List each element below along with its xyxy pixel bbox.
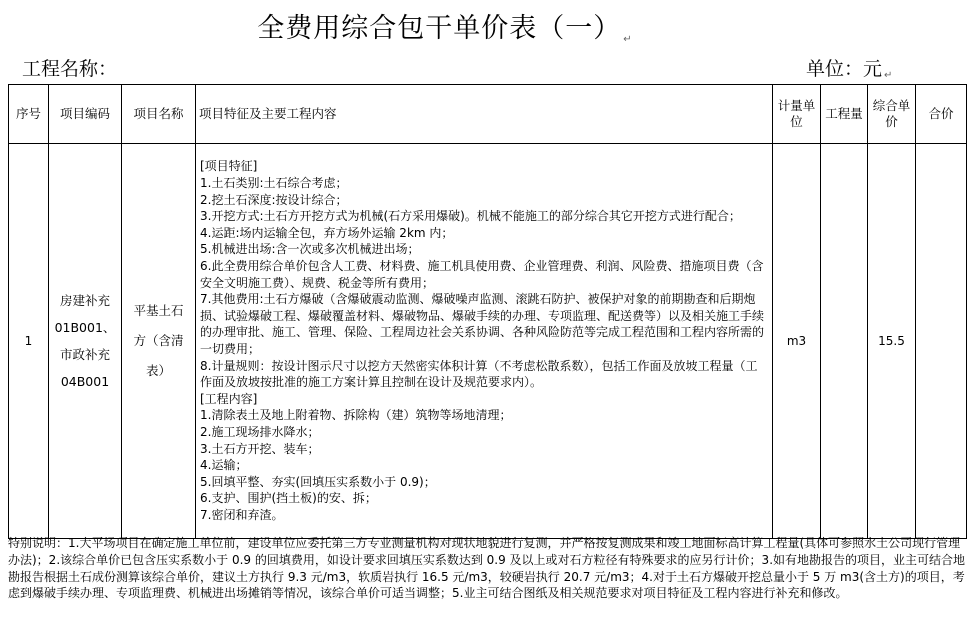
feature-line: 8.计量规则：按设计图示尺寸以挖方天然密实体积计算（不考虑松散系数），包括工作面及放坡工程量（工作面及放坡按批准的施工方案计算且控制在设计及规范要求内）。 <box>200 358 758 390</box>
header-unit: 计量单位 <box>773 85 821 144</box>
special-notes: 特别说明：1.大平场项目在确定施工单位前，建设单位应委托第三方专业测量机构对现状地貌进行复测，并严格按复测成果和竣工地面标高计算工程量(具体可参照水土公司现行管理办法)；2.该综合单价已包含压实系数小于 0.9 的回填费用，如设计要求回填压实系数达到 0.9 及以上或对石方粒径有特殊要求的应另行计价；3.如有地勘报告的项目，业主可结合地勘报告根据土石成份测算该综合单价，建议土方执行 9.3 元/m3，软质岩执行 16.5 元/m3，较硬岩执行 20.7 元/m3；4.对于土石方爆破开挖总量小于 5 万 m3(含土方)的项目，考虑到爆破手续办理、专项监理费、机械进出场摊销等情况，该综合单价可适当调整；5.业主可结合图纸及相关规范要求对项目特征及工程内容进行补充和修改。 <box>8 536 966 601</box>
feature-line: 6.此全费用综合单价包含人工费、材料费、施工机具使用费、企业管理费、利润、风险费、措施项目费（含安全文明施工费）、规费、税金等所有费用； <box>200 259 764 290</box>
cell-name: 平基土石 方（含清 表） <box>122 144 196 539</box>
unit-label: 单位：元 ↵ <box>806 58 893 81</box>
paragraph-mark-icon: ↵ <box>623 34 633 45</box>
table-header-row <box>9 85 967 144</box>
header-name: 项目名称 <box>122 85 196 144</box>
feature-line: 1.清除表土及地上附着物、拆除构（建）筑物等场地清理； <box>200 408 512 423</box>
feature-line: 2.挖土石深度:按设计综合； <box>200 192 348 207</box>
feature-line: 7.其他费用:土石方爆破（含爆破震动监测、爆破噪声监测、滚跳石防护、被保护对象的前期勘查和后期炮损、试验爆破工程、爆破覆盖材料、爆破物品、爆破手续的办理、专项监理、配送费等）以及相关施工手续的办理审批、施工、管理、保险、工程周边社会关系协调、各种风险防范等完成工程范围和工程内容所需的一切费用； <box>200 292 765 356</box>
feature-line: 4.运输； <box>200 458 248 473</box>
paragraph-mark-icon: ↵ <box>884 70 893 81</box>
feature-line: 5.回填平整、夯实(回填压实系数小于 0.9)； <box>200 474 436 489</box>
cell-code: 房建补充 01B001、 市政补充 04B001 <box>49 144 122 539</box>
header-code: 项目编码 <box>49 85 122 144</box>
feature-line: 3.开挖方式:土石方开挖方式为机械(石方采用爆破)。机械不能施工的部分综合其它开挖方式进行配合； <box>200 209 741 224</box>
header-seq: 序号 <box>9 85 49 144</box>
feature-line: [项目特征] <box>200 159 258 174</box>
project-name-label: 工程名称： <box>22 58 118 80</box>
header-total: 合价 <box>916 85 967 144</box>
page-title: 全费用综合包干单价表（一） ↵ <box>257 13 633 45</box>
feature-line: 4.运距:场内运输全包，弃方场外运输 2km 内； <box>200 225 454 240</box>
cell-seq: 1 <box>9 144 49 539</box>
feature-line: 5.机械进出场:含一次或多次机械进出场； <box>200 242 420 257</box>
feature-line: 6.支护、围护(挡土板)的安、拆； <box>200 491 377 506</box>
header-features: 项目特征及主要工程内容 <box>196 85 773 144</box>
cell-features <box>196 144 773 539</box>
cell-price: 15.5 <box>868 144 916 539</box>
header-price: 综合单价 <box>868 85 916 144</box>
feature-line: [工程内容] <box>200 391 258 406</box>
table-row <box>9 144 967 539</box>
feature-line: 1.土石类别:土石综合考虑； <box>200 176 348 191</box>
cell-total <box>916 144 967 539</box>
header-qty: 工程量 <box>821 85 868 144</box>
price-table <box>8 84 967 539</box>
feature-line: 3.土石方开挖、装车； <box>200 441 320 456</box>
feature-line: 2.施工现场排水降水； <box>200 424 320 439</box>
cell-qty <box>821 144 868 539</box>
cell-unit: m3 <box>773 144 821 539</box>
feature-line: 7.密闭和弃渣。 <box>200 507 284 522</box>
